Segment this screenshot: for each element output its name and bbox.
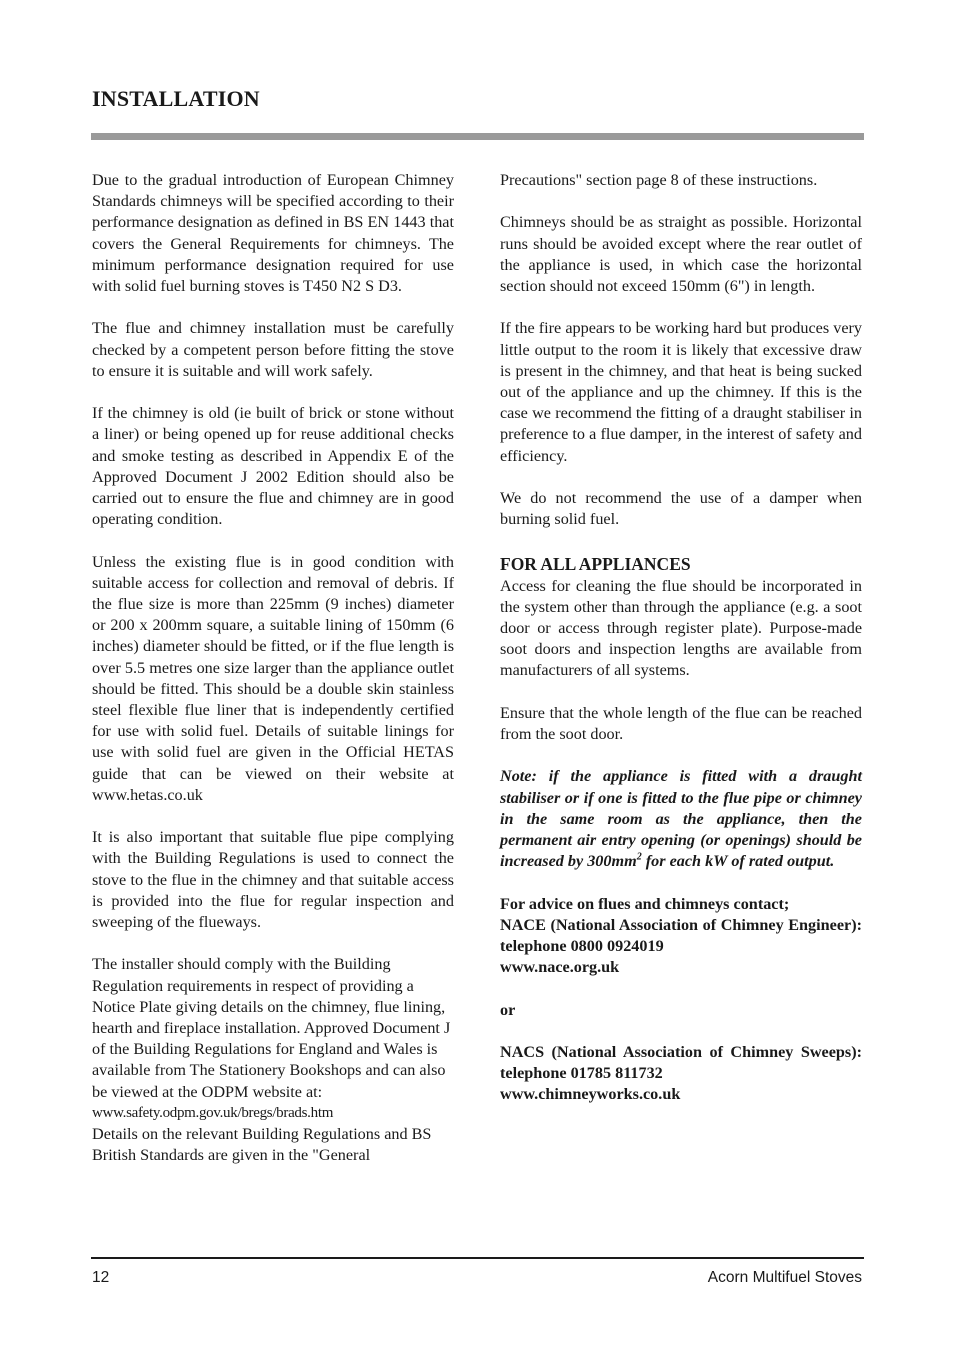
draught-stabiliser-paragraph: If the fire appears to be working hard but produces very little output to the room it is likely that excessive draw is present in the chimney, and that heat is being sucked out of the appliance and up the chimney. If this is the case we recommend the fitting of a draught stabiliser in preference to a flue damper, in the interest of safety and efficiency. (500, 319, 862, 465)
nace-url: www.nace.org.uk (500, 958, 620, 977)
precautions-continuation: Precautions" section page 8 of these instructions. (500, 171, 818, 189)
left-column (92, 170, 454, 1166)
footer-divider (91, 1257, 864, 1259)
title-divider (91, 133, 864, 140)
note-text-before: Note: if the appliance is fitted with a draught stabiliser or if one is fitted to the flue pipe or chimney in the same room as the appliance, then the permanent air entry opening (or openings) should be increased by 300mm (500, 767, 862, 871)
page-number: 12 (92, 1269, 110, 1286)
nacs-url: www.chimneyworks.co.uk (500, 1085, 681, 1104)
right-column (500, 170, 862, 1106)
flue-pipe-paragraph: It is also important that suitable flue pipe complying with the Building Regulations is used to connect the stove to the flue in the chimney and that suitable access is provided into the flue for regular inspection and sweeping of the flueways. (92, 828, 454, 932)
competent-person-paragraph: The flue and chimney installation must be carefully checked by a competent person before fitting the stove to ensure it is suitable and will work safely. (92, 319, 454, 380)
contact-intro: For advice on flues and chimneys contact; (500, 894, 790, 913)
all-appliances-heading: FOR ALL APPLIANCES (500, 553, 691, 574)
odpm-url: www.safety.odpm.gov.uk/bregs/brads.htm (92, 1104, 334, 1121)
note-text-after: for each kW of rated output. (641, 852, 835, 871)
straight-chimney-paragraph: Chimneys should be as straight as possible. Horizontal runs should be avoided except where the rear outlet of the appliance is used, in which case the horizontal section should not exceed 150mm (6") in length. (500, 213, 862, 295)
air-entry-note (500, 766, 862, 872)
flue-cleaning-paragraph: Access for cleaning the flue should be incorporated in the system other than through the appliance (e.g. a soot door or access through register plate). Purpose-made soot doors and inspection lengths are available from manufacturers of all systems. (500, 576, 862, 680)
damper-paragraph: We do not recommend the use of a damper when burning solid fuel. (500, 489, 862, 529)
regulations-details-paragraph: Details on the relevant Building Regulations and BS British Standards are given in the "General (92, 1125, 432, 1165)
nace-contact: NACE (National Association of Chimney Engineer): telephone 0800 0924019 (500, 915, 862, 955)
soot-door-paragraph: Ensure that the whole length of the flue can be reached from the soot door. (500, 703, 862, 743)
notice-plate-paragraph: The installer should comply with the Building Regulation requirements in respect of providing a Notice Plate giving details on the chimney, flue lining, hearth and fireplace installation. Approved Document J of the Building Regulations for England and Wales is available from The Stationery Bookshops and can also be viewed at the ODPM website at: (92, 955, 451, 1101)
or-separator: or (500, 1000, 516, 1019)
flue-lining-paragraph: Unless the existing flue is in good condition with suitable access for collection and removal of debris. If the flue size is more than 225mm (9 inches) diameter or 200 x 200mm square, a suitable lining of 150mm (6 inches) diameter should be fitted, or if the flue length is over 5.5 metres one size larger than the appliance outlet should be fitted. This should be a double skin stainless steel flexible flue liner that is independently certified for use with solid fuel. Details of suitable linings for use with solid fuel are given in the Official HETAS guide that can be viewed on their website at www.hetas.co.uk (92, 552, 454, 804)
page-title: INSTALLATION (92, 86, 260, 111)
footer-product-name: Acorn Multifuel Stoves (707, 1269, 862, 1286)
chimney-standards-paragraph: Due to the gradual introduction of European Chimney Standards chimneys will be specified according to their performance designation as defined in BS EN 1443 that covers the General Requirements for chimneys. The minimum performance designation required for use with solid fuel burning stoves is T450 N2 S D3. (92, 171, 454, 296)
note-superscript: 2 (636, 851, 642, 863)
old-chimney-paragraph: If the chimney is old (ie built of brick or stone without a liner) or being opened up for reuse additional checks and smoke testing as described in Appendix E of the Approved Document J 2002 Edition should also be carried out to ensure the flue and chimney are in good operating condition. (92, 404, 454, 529)
nacs-contact: NACS (National Association of Chimney Sweeps): telephone 01785 811732 (500, 1042, 862, 1083)
